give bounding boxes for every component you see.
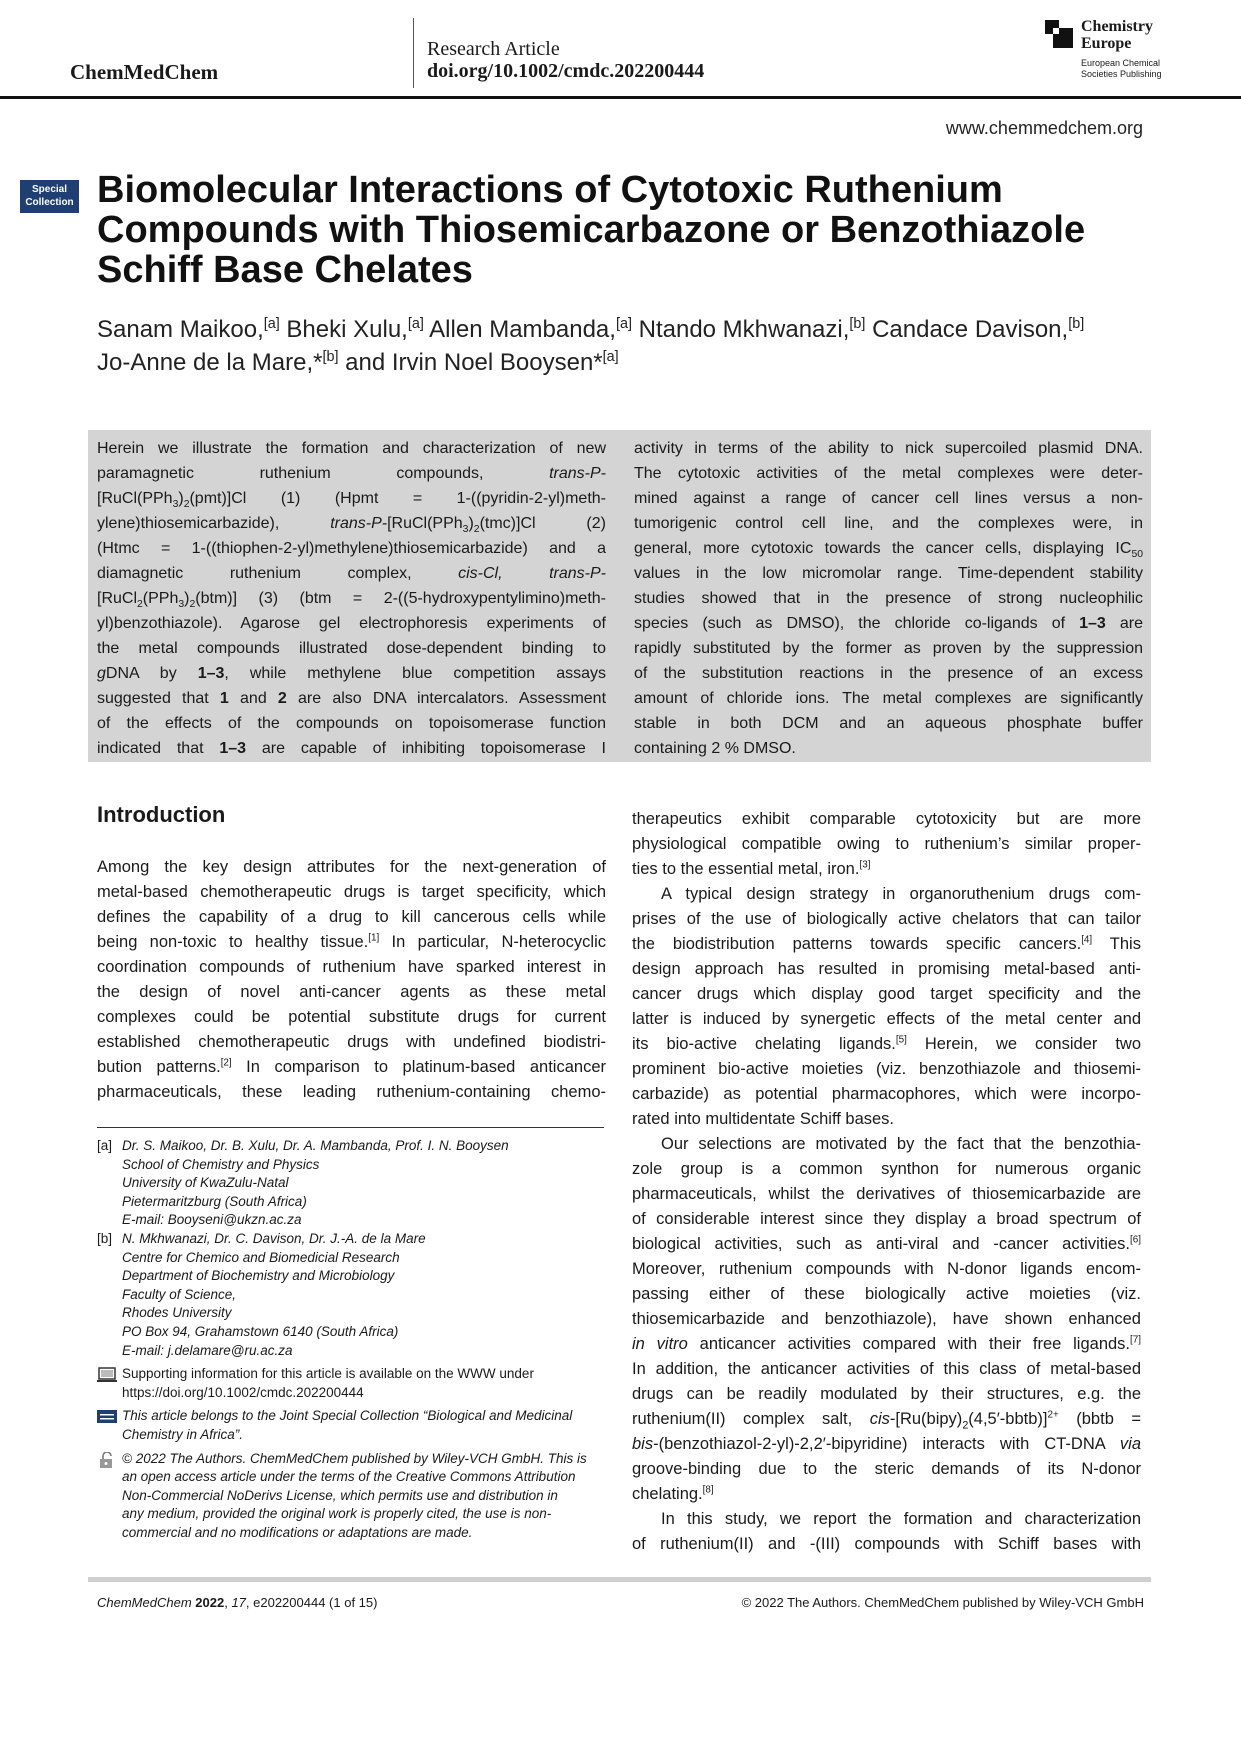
author-affiliation-mark: [b] [322, 349, 339, 365]
abstract-line: indicated that 1–3 are capable of inhibiting topoisomerase I [97, 740, 606, 757]
footer-journal: ChemMedChem [97, 1595, 192, 1610]
author-name: and Irvin Noel Booysen* [345, 349, 603, 376]
body-line: of ruthenium(II) and -(III) compounds with Schiff bases with [632, 1535, 1141, 1553]
abstract-line: the metal compounds illustrated dose-dependent binding to [97, 640, 606, 657]
journal-name: ChemMedChem [70, 60, 219, 84]
open-access-line: commercial and no modifications or adaptations are made. [122, 1524, 473, 1540]
footnote-rule [97, 1127, 604, 1128]
body-line: groove-binding due to the steric demands of its N-donor [632, 1460, 1141, 1478]
affiliation-line: University of KwaZulu-Natal [122, 1175, 289, 1191]
abstract-line: activity in terms of the ability to nick supercoiled plasmid DNA. [634, 440, 1143, 457]
abstract-line: (Htmc = 1-((thiophen-2-yl)methylene)thiosemicarbazide) and a [97, 540, 606, 557]
body-line: latter is induced by synergetic effects of the metal center and [632, 1010, 1141, 1028]
author-affiliation-mark: [b] [849, 316, 866, 332]
badge-line-1: Special [31, 184, 68, 195]
supporting-info-text: Supporting information for this article is available on the WWW under [122, 1366, 534, 1382]
open-access-line: an open access article under the terms of the Creative Commons Attribution [122, 1469, 576, 1485]
body-line: bution patterns.[2] In comparison to platinum-based anticancer [97, 1057, 606, 1076]
footer-article: , e202200444 (1 of 15) [245, 1595, 378, 1610]
abstract-line: amount of chloride ions. The metal complexes are significantly [634, 690, 1143, 707]
body-line: Among the key design attributes for the next-generation of [97, 858, 606, 876]
affiliation-line: N. Mkhwanazi, Dr. C. Davison, Dr. J.-A. de la Mare [122, 1230, 426, 1246]
logo-text-europe: Europe [1081, 35, 1132, 52]
affiliation-line: Department of Biochemistry and Microbiology [122, 1268, 395, 1284]
abstract-line: species (such as DMSO), the chloride co-ligands of 1–3 are [634, 615, 1143, 632]
author-affiliation-mark: [a] [407, 316, 424, 332]
abstract-column-left [97, 436, 606, 761]
author-line-2 [97, 346, 1157, 379]
abstract-line: yl)benzothiazole). Agarose gel electrophoresis experiments of [97, 615, 606, 632]
logo-subtext-1: European Chemical [1081, 58, 1161, 68]
citation-ref: [5] [895, 1034, 907, 1046]
citation-ref: [2] [220, 1057, 232, 1069]
abstract-line: of the effects of the compounds on topoisomerase function [97, 715, 606, 732]
abstract-line: diamagnetic ruthenium complex, cis-Cl, trans-P- [97, 565, 606, 582]
author-affiliation-mark: [b] [1068, 316, 1085, 332]
footer-year: 2022 [195, 1595, 225, 1610]
body-line: defines the capability of a drug to kill cancerous cells while [97, 908, 606, 926]
journal-website-link[interactable]: www.chemmedchem.org [945, 118, 1143, 138]
abstract-line: stable in both DCM and an aqueous phosphate buffer [634, 715, 1143, 732]
abstract-line: $[RuCl(PPh_3)_2(pmt)]Cl$ (1) (Hpmt = 1-((pyridin-2-yl)meth- [97, 490, 606, 511]
author-name: Ntando Mkhwanazi, [638, 316, 850, 343]
abstract-line: mined against a range of cancer cell lines versus a non- [634, 490, 1143, 507]
body-line: ruthenium(II) complex salt, cis-$[Ru(bipy)_2(4,5'-bbtb)]^{2+}$ (bbtb = [632, 1409, 1141, 1432]
chemistry-europe-logo-icon [1045, 20, 1075, 50]
body-line: passing either of these biologically active moieties (viz. [632, 1285, 1141, 1303]
supporting-info-note [97, 1365, 617, 1402]
abstract-line: $[RuCl_2(PPh_3)_2(btm)]$ (3) (btm = 2-((5-hydroxypentylimino)meth- [97, 590, 606, 611]
author-line-1 [97, 313, 1157, 346]
body-line: prominent bio-active moieties (viz. benzothiazole and thiosemi- [632, 1060, 1141, 1078]
citation-ref: [6] [1130, 1234, 1141, 1246]
title-line-3: Schiff Base Chelates [97, 249, 473, 291]
footer-copyright: © 2022 The Authors. ChemMedChem published by Wiley-VCH GmbH [741, 1595, 1144, 1610]
body-line: ties to the essential metal, iron.[3] [632, 859, 871, 878]
abstract-line: gDNA by 1–3, while methylene blue competition assays [97, 665, 606, 682]
footer-citation: ChemMedChem 2022, 17, e202200444 (1 of 15) [97, 1595, 378, 1610]
author-list [97, 313, 1157, 379]
supporting-info-link[interactable]: https://doi.org/10.1002/cmdc.202200444 [122, 1384, 364, 1400]
open-access-line: Non-Commercial NoDerivs License, which permits use and distribution in [122, 1487, 558, 1503]
title-line-1: Biomolecular Interactions of Cytotoxic Ruthenium [97, 169, 1003, 211]
body-line: coordination compounds of ruthenium have sparked interest in [97, 958, 606, 976]
body-line: pharmaceuticals, these leading ruthenium-containing chemo- [97, 1083, 606, 1101]
body-line: prises of the use of biologically active chelators that can tailor [632, 910, 1141, 928]
abstract-line: values in the low micromolar range. Time-dependent stability [634, 565, 1143, 582]
body-line: chelating.[8] [632, 1484, 714, 1503]
header-rule [0, 96, 1241, 99]
body-line: pharmaceuticals, whilst the derivatives of thiosemicarbazide are [632, 1185, 1141, 1203]
abstract-box [88, 430, 1151, 762]
affiliations-block [97, 1137, 617, 1542]
special-collection-text-1: This article belongs to the Joint Special Collection “Biological and Medicinal [122, 1408, 573, 1424]
affiliation-b [97, 1230, 617, 1360]
affiliation-line: Dr. S. Maikoo, Dr. B. Xulu, Dr. A. Mambanda, Prof. I. N. Booysen [122, 1138, 509, 1153]
affiliation-line: PO Box 94, Grahamstown 6140 (South Africa) [122, 1323, 399, 1339]
body-line: A typical design strategy in organoruthenium drugs com- [661, 885, 1141, 903]
body-line: carbazide) as potential pharmacophores, which were incorpo- [632, 1085, 1141, 1103]
citation-ref: [1] [368, 932, 380, 944]
body-line: In this study, we report the formation and characterization [661, 1510, 1141, 1528]
body-line: bis-(benzothiazol-2-yl)-2,2′-bipyridine) interacts with CT-DNA via [632, 1435, 1141, 1453]
abstract-line: of the substitution reactions in the presence of an excess [634, 665, 1143, 682]
body-line: therapeutics exhibit comparable cytotoxicity but are more [632, 810, 1141, 828]
body-column-left [97, 855, 606, 1105]
chemistry-europe-logo[interactable] [1045, 18, 1185, 84]
citation-ref: [7] [1130, 1334, 1141, 1346]
affiliation-label: [a] [97, 1138, 113, 1153]
footer-rule [88, 1577, 1151, 1582]
special-collection-text-2: Chemistry in Africa”. [122, 1426, 244, 1442]
abstract-line: studies showed that in the presence of strong nucleophilic [634, 590, 1143, 607]
special-collection-note [97, 1407, 617, 1444]
body-line: biological activities, such as anti-viral and -cancer activities.[6] [632, 1234, 1141, 1253]
body-line: the biodistribution patterns towards specific cancers.[4] This [632, 934, 1141, 953]
body-line: drugs can be readily modulated by their structures, e.g. the [632, 1385, 1141, 1403]
author-name: Candace Davison, [872, 316, 1069, 343]
body-line: rated into multidentate Schiff bases. [632, 1110, 895, 1128]
title-line-2: Compounds with Thiosemicarbazone or Benzothiazole [97, 209, 1086, 251]
body-line: metal-based chemotherapeutic drugs is target specificity, which [97, 883, 606, 901]
abstract-line: suggested that 1 and 2 are also DNA intercalators. Assessment [97, 690, 606, 707]
abstract-line: tumorigenic control cell line, and the complexes were, in [634, 515, 1143, 532]
special-collection-icon [97, 1409, 117, 1425]
affiliation-label: [b] [97, 1230, 113, 1246]
abstract-line: general, more cytotoxic towards the cancer cells, displaying $IC_{50}$ [634, 540, 1143, 561]
body-line: established chemotherapeutic drugs with undefined biodistri- [97, 1033, 606, 1051]
author-name: Bheki Xulu, [286, 316, 408, 343]
article-title [97, 170, 1137, 290]
body-column-right [632, 807, 1141, 1557]
body-line: in vitro anticancer activities compared with their free ligands.[7] [632, 1334, 1141, 1353]
affiliation-line: School of Chemistry and Physics [122, 1156, 320, 1172]
logo-text-chemistry: Chemistry [1081, 18, 1153, 35]
affiliation-line: Pietermaritzburg (South Africa) [122, 1193, 307, 1209]
open-access-lock-icon [97, 1452, 117, 1468]
author-name: Sanam Maikoo, [97, 316, 264, 343]
abstract-line: rapidly substituted by the former as proven by the suppression [634, 640, 1143, 657]
body-line: being non-toxic to healthy tissue.[1] In particular, N-heterocyclic [97, 932, 606, 951]
body-line: zole group is a common synthon for numerous organic [632, 1160, 1141, 1178]
author-affiliation-mark: [a] [263, 316, 280, 332]
body-line: physiological compatible owing to ruthenium’s similar proper- [632, 835, 1141, 853]
affiliation-line: Rhodes University [122, 1305, 232, 1321]
body-line: Our selections are motivated by the fact that the benzothia- [661, 1135, 1141, 1153]
abstract-line: paramagnetic ruthenium compounds, trans-P- [97, 465, 606, 482]
citation-ref: [8] [702, 1484, 714, 1496]
affiliation-line: Centre for Chemico and Biomedicial Research [122, 1249, 400, 1265]
affiliation-email[interactable]: E-mail: Booyseni@ukzn.ac.za [122, 1212, 302, 1228]
body-line: design approach has resulted in promising metal-based anti- [632, 960, 1141, 978]
body-line: Moreover, ruthenium compounds with N-donor ligands encom- [632, 1260, 1141, 1278]
abstract-line: containing 2 % DMSO. [634, 740, 796, 757]
body-line: In addition, the anticancer activities of this class of metal-based [632, 1360, 1141, 1378]
affiliation-email[interactable]: E-mail: j.delamare@ru.ac.za [122, 1342, 293, 1358]
author-name: Jo-Anne de la Mare,* [97, 349, 323, 376]
doi-link[interactable]: doi.org/10.1002/cmdc.202200444 [427, 60, 705, 82]
abstract-line: Herein we illustrate the formation and characterization of new [97, 440, 606, 457]
body-line: cancer drugs which display good target specificity and the [632, 985, 1141, 1003]
article-type: Research Article [427, 38, 560, 60]
author-affiliation-mark: [a] [615, 316, 632, 332]
abstract-line: ylene)thiosemicarbazide), trans-$P-[RuCl(PPh_3)_2(tmc)]Cl$ (2) [97, 515, 606, 536]
body-line: thiosemicarbazide and benzothiazole), have shown enhanced [632, 1310, 1141, 1328]
open-access-line: © 2022 The Authors. ChemMedChem published by Wiley-VCH GmbH. This is [122, 1450, 587, 1466]
section-heading-introduction: Introduction [97, 802, 226, 827]
computer-icon [97, 1367, 117, 1383]
author-name: Allen Mambanda, [429, 316, 616, 343]
citation-ref: [3] [859, 859, 871, 871]
open-access-line: any medium, provided the original work is properly cited, the use is non- [122, 1506, 552, 1522]
footer-volume: 17 [231, 1595, 246, 1610]
header-divider [413, 18, 414, 88]
abstract-line: The cytotoxic activities of the metal complexes were deter- [634, 465, 1143, 482]
body-line: its bio-active chelating ligands.[5] Herein, we consider two [632, 1034, 1141, 1053]
badge-line-2: Collection [25, 197, 74, 208]
affiliation-a [97, 1137, 617, 1230]
author-affiliation-mark: [a] [602, 349, 619, 365]
body-line: of considerable interest since they display a broad spectrum of [632, 1210, 1141, 1228]
body-line: the design of novel anti-cancer agents as these metal [97, 983, 606, 1001]
logo-subtext-2: Societies Publishing [1081, 69, 1162, 79]
affiliation-line: Faculty of Science, [122, 1286, 237, 1302]
open-access-note [97, 1450, 617, 1543]
abstract-column-right [634, 436, 1143, 761]
citation-ref: [4] [1081, 934, 1093, 946]
body-line: complexes could be potential substitute drugs for current [97, 1008, 606, 1026]
special-collection-badge [20, 180, 79, 213]
